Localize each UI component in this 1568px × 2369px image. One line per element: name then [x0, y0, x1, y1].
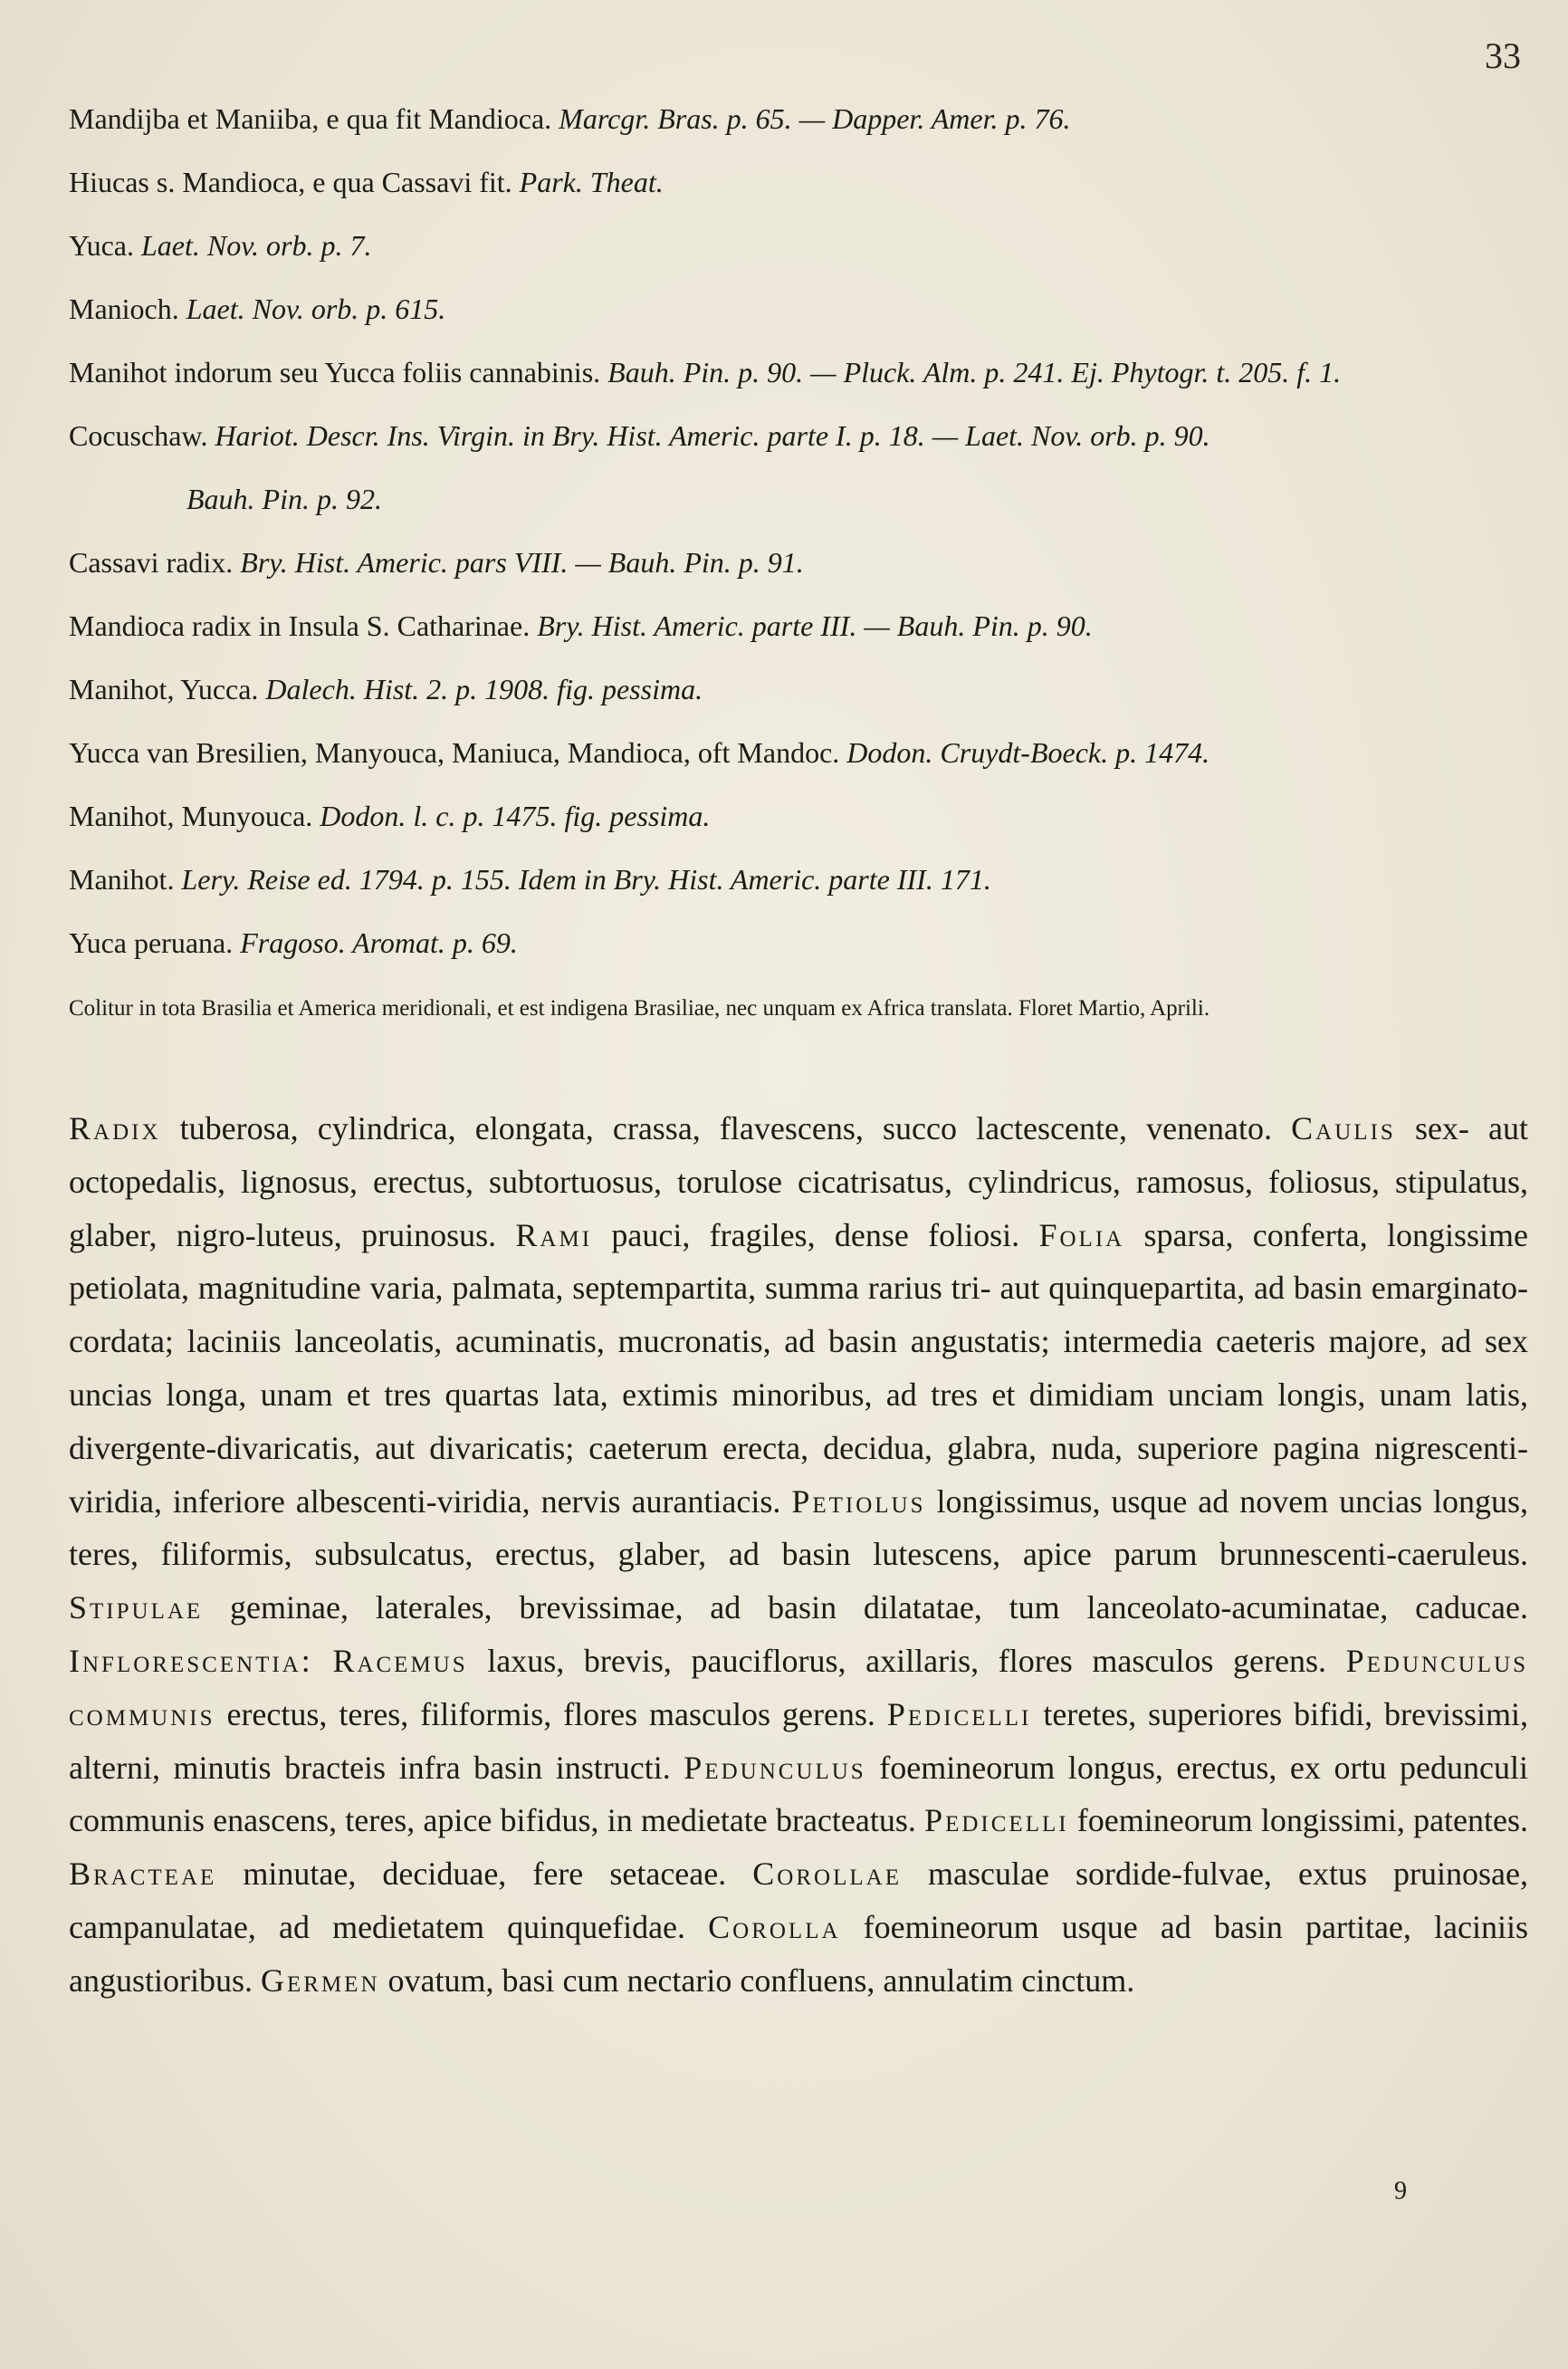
description-term: Inflorescentia:: [69, 1642, 313, 1679]
synonym-line: [69, 594, 1535, 657]
distribution-note: Colitur in tota Brasilia et America meridionali, et est indigena Brasiliae, nec unquam ex Africa translata. Floret Martio, Aprili.: [69, 996, 1210, 1021]
description-text: sparsa, conferta, longissime petiolata, magnitudine varia, palmata, septempartita, summa rarius tri- aut quinquepartita, ad basin emarginato-cordata; laciniis lanceolatis, acuminatis, mucronatis, ad basin angustatis; intermedia caeteris majore, ad sex uncias longa, unam et tres quartas lata, extimis minoribus, ad tres et dimidiam unciam longis, unam latis, divergente-divaricatis, aut divaricatis; caeterum erecta, decidua, glabra, nuda, superiore pagina nigrescenti-viridia, inferiore albescenti-viridia, nervis aurantiacis.: [69, 1216, 1529, 1520]
synonym-name: Manihot, Yucca.: [69, 673, 259, 705]
synonym-line: [69, 657, 1535, 721]
synonym-name: Yuca.: [69, 229, 134, 262]
synonym-name: Hiucas s. Mandioca, e qua Cassavi fit.: [69, 166, 512, 198]
description-text: longissimus, usque ad novem uncias longus, teres, filiformis, subsulcatus, erectus, glaber, ad basin lutescens, apice parum brunnescenti-caeruleus.: [69, 1482, 1529, 1573]
description-term: Pedicelli: [886, 1695, 1032, 1732]
synonym-name: Manihot indorum seu Yucca foliis cannabinis.: [69, 356, 601, 388]
description-term: Pedunculus: [684, 1749, 866, 1786]
synonym-name: Manioch.: [69, 293, 179, 325]
synonym-reference: Bauh. Pin. p. 92.: [186, 483, 382, 515]
description-term: Caulis: [1291, 1110, 1396, 1146]
synonym-line: [69, 87, 1535, 150]
description-term: Pedicelli: [924, 1802, 1069, 1839]
synonym-reference: Hariot. Descr. Ins. Virgin. in Bry. Hist. Americ. parte I. p. 18. — Laet. Nov. orb. p. 90.: [215, 419, 1210, 452]
synonym-line: [69, 150, 1535, 214]
description-text: foemineorum usque ad basin partitae, laciniis angustioribus.: [69, 1908, 1528, 1999]
synonym-name: Yuca peruana.: [69, 926, 234, 959]
synonym-line: [69, 404, 1535, 467]
description-text: minutae, deciduae, fere setaceae.: [243, 1856, 727, 1893]
synonym-list: [69, 87, 1535, 974]
synonym-name: Cocuschaw.: [69, 419, 208, 452]
description-term: Petiolus: [791, 1482, 926, 1520]
description-term: Bracteae: [69, 1856, 217, 1893]
description-term: Rami: [515, 1216, 593, 1253]
description-text: teretes, superiores bifidi, brevissimi, alterni, minutis bracteis infra basin instructi.: [69, 1695, 1529, 1786]
botanical-description: [69, 1102, 1528, 2008]
synonym-reference: Laet. Nov. orb. p. 7.: [140, 229, 372, 262]
synonym-reference: Dodon. l. c. p. 1475. fig. pessima.: [320, 800, 711, 832]
synonym-reference: Dodon. Cruydt-Boeck. p. 1474.: [846, 736, 1210, 769]
description-text: geminae, laterales, brevissimae, ad basin dilatatae, tum lanceolato-acuminatae, caducae.: [230, 1589, 1528, 1626]
synonym-line: [69, 214, 1535, 277]
synonym-reference: Lery. Reise ed. 1794. p. 155. Idem in Bry. Hist. Americ. parte III. 171.: [181, 863, 991, 896]
synonym-reference: Fragoso. Aromat. p. 69.: [240, 926, 518, 959]
synonym-line: [69, 531, 1535, 594]
description-text: ovatum, basi cum nectario confluens, annulatim cinctum.: [387, 1961, 1135, 1999]
description-term: Corolla: [708, 1908, 841, 1945]
synonym-line: [69, 467, 1535, 531]
synonym-line: [69, 721, 1535, 784]
description-text: foemineorum longissimi, patentes.: [1076, 1802, 1529, 1839]
description-text: masculae sordide-fulvae, extus pruinosae, campanulatae, ad medietatem quinquefidae.: [69, 1856, 1528, 1945]
description-text: laxus, brevis, pauciflorus, axillaris, flores masculos gerens.: [487, 1642, 1326, 1679]
description-term: Radix: [69, 1110, 161, 1146]
synonym-name: Manihot, Munyouca.: [69, 800, 313, 832]
description-text: tuberosa, cylindrica, elongata, crassa, flavescens, succo lactescente, venenato.: [179, 1110, 1273, 1146]
synonym-reference: Bry. Hist. Americ. pars VIII. — Bauh. Pin. p. 91.: [240, 546, 804, 579]
synonym-reference: Laet. Nov. orb. p. 615.: [186, 293, 446, 325]
description-term: Pedunculus communis: [69, 1642, 1529, 1732]
description-text: pauci, fragiles, dense foliosi.: [611, 1216, 1020, 1253]
synonym-name: Yucca van Bresilien, Manyouca, Maniuca, Mandioca, oft Mandoc.: [69, 736, 840, 769]
synonym-line: [69, 848, 1535, 911]
synonym-name: Cassavi radix.: [69, 546, 234, 579]
description-term: Germen: [261, 1961, 380, 1999]
synonym-reference: Bry. Hist. Americ. parte III. — Bauh. Pin. p. 90.: [537, 609, 1093, 642]
synonym-line: [69, 277, 1535, 340]
synonym-line: [69, 911, 1535, 974]
signature-mark: 9: [1394, 2177, 1407, 2205]
description-term: Stipulae: [69, 1589, 204, 1626]
description-term: Racemus: [332, 1642, 468, 1679]
synonym-reference: Dalech. Hist. 2. p. 1908. fig. pessima.: [265, 673, 703, 705]
synonym-line: [69, 340, 1535, 404]
synonym-line: [69, 784, 1535, 848]
description-text: sex- aut octopedalis, lignosus, erectus, subtortuosus, torulose cicatrisatus, cylindricus, ramosus, foliosus, stipulatus, glaber, nigro-luteus, pruinosus.: [69, 1110, 1529, 1253]
synonym-name: Mandijba et Maniiba, e qua fit Mandioca.: [69, 102, 552, 135]
synonym-reference: Bauh. Pin. p. 90. — Pluck. Alm. p. 241. Ej. Phytogr. t. 205. f. 1.: [607, 356, 1342, 388]
synonym-reference: Park. Theat.: [519, 166, 664, 198]
description-term: Corollae: [752, 1856, 902, 1893]
description-text: foemineorum longus, erectus, ex ortu pedunculi communis enascens, teres, apice bifidus, in medietate bracteatus.: [69, 1749, 1528, 1839]
page-number: 33: [1485, 35, 1521, 76]
synonym-reference: Marcgr. Bras. p. 65. — Dapper. Amer. p. 76.: [559, 102, 1071, 135]
description-text: erectus, teres, filiformis, flores masculos gerens.: [226, 1695, 875, 1732]
synonym-name: Manihot.: [69, 863, 175, 896]
description-term: Folia: [1038, 1216, 1125, 1253]
synonym-name: Mandioca radix in Insula S. Catharinae.: [69, 609, 531, 642]
